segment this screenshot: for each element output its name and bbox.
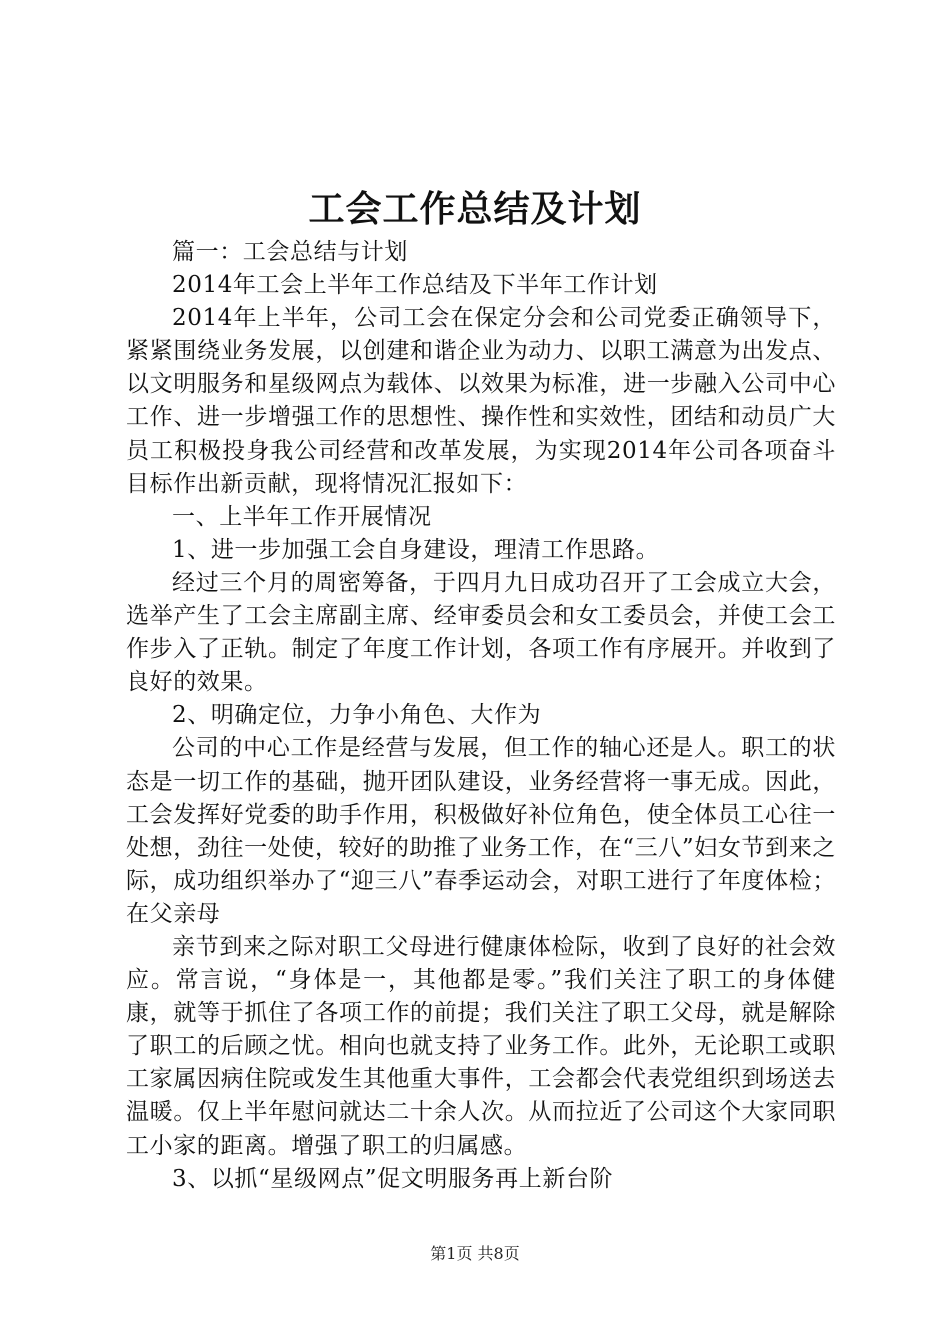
document-body	[126, 236, 836, 1196]
body-paragraph: 2014年上半年，公司工会在保定分会和公司党委正确领导下，紧紧围绕业务发展，以创建和谐企业为动力、以职工满意为出发点、以文明服务和星级网点为载体、以效果为标准，进一步融入公司中心工作、进一步增强工作的思想性、操作性和实效性，团结和动员广大员工积极投身我公司经营和改革发展，为实现2014年公司各项奋斗目标作出新贡献，现将情况汇报如下：	[126, 305, 836, 497]
subsection-heading: 1、进一步加强工会自身建设，理清工作思路。	[172, 536, 660, 563]
body-paragraph: 经过三个月的周密筹备，于四月九日成功召开了工会成立大会，选举产生了工会主席副主席、经审委员会和女工委员会，并使工会工作步入了正轨。制定了年度工作计划，各项工作有序展开。并收到了良好的效果。	[126, 569, 836, 696]
body-paragraph: 亲节到来之际对职工父母进行健康体检际，收到了良好的社会效应。常言说，“身体是一，其他都是零。”我们关注了职工的身体健康，就等于抓住了各项工作的前提；我们关注了职工父母，就是解除了职工的后顾之忧。相向也就支持了业务工作。此外，无论职工或职工家属因病住院或发生其他重大事件，工会都会代表党组织到场送去温暖。仅上半年慰问就达二十余人次。从而拉近了公司这个大家同职工小家的距离。增强了职工的归属感。	[126, 933, 836, 1159]
report-subtitle: 2014年工会上半年工作总结及下半年工作计划	[172, 272, 658, 299]
subsection-heading: 3、以抓“星级网点”促文明服务再上新台阶	[172, 1165, 614, 1192]
section-heading: 一、上半年工作开展情况	[172, 503, 432, 530]
page-number-footer: 第1页 共8页	[430, 1244, 520, 1263]
body-paragraph: 公司的中心工作是经营与发展，但工作的轴心还是人。职工的状态是一切工作的基础，抛开团队建设，业务经营将一事无成。因此，工会发挥好党委的助手作用，积极做好补位角色，使全体员工心往一处想，劲往一处使，较好的助推了业务工作，在“三八”妇女节到来之际，成功组织举办了“迎三八”春季运动会，对职工进行了年度体检；在父亲母	[126, 735, 836, 927]
subsection-heading: 2、明确定位，力争小角色、大作为	[172, 702, 542, 729]
document-title: 工会工作总结及计划	[308, 189, 642, 230]
section-heading: 篇一：工会总结与计划	[172, 239, 408, 265]
